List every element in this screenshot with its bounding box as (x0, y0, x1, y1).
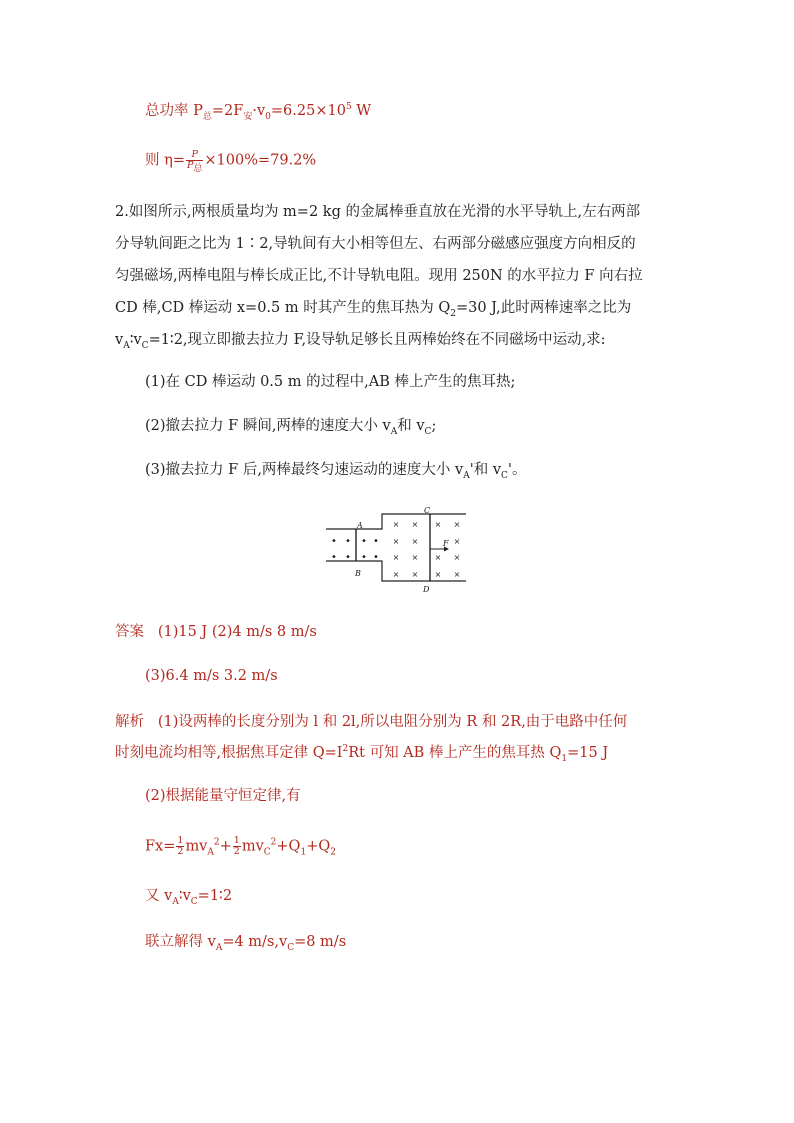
field-cross: × (453, 537, 461, 546)
field-cross: × (392, 570, 400, 579)
field-cross: × (411, 537, 419, 546)
label-a: A (357, 521, 363, 530)
answer-line-1: 答案 (1)15 J (2)4 m/s 8 m/s (115, 624, 317, 640)
field-cross: × (434, 553, 442, 562)
field-cross: × (411, 553, 419, 562)
answer-line-2: (3)6.4 m/s 3.2 m/s (145, 668, 278, 684)
field-cross: × (392, 553, 400, 562)
question-line-5: $v_A∶v_C=1∶2$,现立即撤去拉力 F,设导轨足够长且两棒始终在不同磁场中运动,求: (115, 332, 606, 351)
field-cross: × (453, 553, 461, 562)
label-d: D (423, 585, 430, 594)
total-power-formula: 总功率 $P_总=2F_安\cdot v_0=6.25\times 10^5$ W (145, 102, 372, 122)
field-dot: • (331, 552, 337, 563)
question-part-3: (3)撤去拉力 F 后,两棒最终匀速运动的速度大小 $v_A'$和 $v_C'$。 (145, 462, 527, 481)
analysis-line-2: 时刻电流均相等,根据焦耳定律 $Q=I^2Rt$ 可知 AB 棒上产生的焦耳热 $Q_1=15$ J (115, 744, 609, 764)
field-cross: × (434, 520, 442, 529)
field-cross: × (411, 570, 419, 579)
rail-diagram (326, 506, 468, 596)
field-cross: × (453, 570, 461, 579)
field-dot: • (345, 536, 351, 547)
field-dot: • (331, 536, 337, 547)
result-line: 联立解得 $v_A=4$ $m/s,v_C=8$ m/s (145, 934, 347, 953)
analysis-line-1: 解析 (1)设两棒的长度分别为 l 和 2l,所以电阻分别为 R 和 2R,由于电路中任何 (115, 714, 628, 730)
field-cross: × (392, 520, 400, 529)
field-dot: • (373, 552, 379, 563)
field-dot: • (361, 536, 367, 547)
question-line-1: 2.如图所示,两根质量均为 m=2 kg 的金属棒垂直放在光滑的水平导轨上,左右两部 (115, 204, 641, 220)
analysis-label: 解析 (115, 714, 144, 730)
label-b: B (355, 569, 361, 578)
field-cross: × (453, 520, 461, 529)
field-cross: × (411, 520, 419, 529)
field-dot: • (361, 552, 367, 563)
question-part-2: (2)撤去拉力 F 瞬间,两棒的速度大小 $v_A$和 $v_C$; (145, 418, 437, 437)
field-cross: × (392, 537, 400, 546)
efficiency-formula: 则 η= $\frac{P}{P_总}$ ×100%=79.2% (145, 149, 317, 174)
label-c: C (424, 506, 431, 515)
question-line-4: CD 棒,CD 棒运动 x=0.5 m 时其产生的焦耳热为 $Q_2=30$ J,此时两棒速率之比为 (115, 300, 632, 319)
answer-label: 答案 (115, 624, 144, 640)
ratio-line: 又 $v_A∶v_C=1∶2$ (145, 888, 233, 907)
analysis-line-3: (2)根据能量守恒定律,有 (145, 788, 301, 804)
question-line-3: 匀强磁场,两棒电阻与棒长成正比,不计导轨电阻。现用 250N 的水平拉力 F 向右拉 (115, 268, 643, 284)
question-part-1: (1)在 CD 棒运动 0.5 m 的过程中,AB 棒上产生的焦耳热; (145, 374, 516, 390)
field-dot: • (373, 536, 379, 547)
question-line-2: 分导轨间距之比为 1∶2,导轨间有大小相等但左、右两部分磁感应强度方向相反的 (115, 236, 636, 252)
field-dot: • (345, 552, 351, 563)
energy-equation: Fx= $\frac{1}{2}$ $mv_A^2+$ $\frac{1}{2}$ $mv_C^2+Q_1+Q_2$ (145, 835, 336, 858)
label-f: F (443, 539, 449, 548)
field-cross: × (434, 570, 442, 579)
